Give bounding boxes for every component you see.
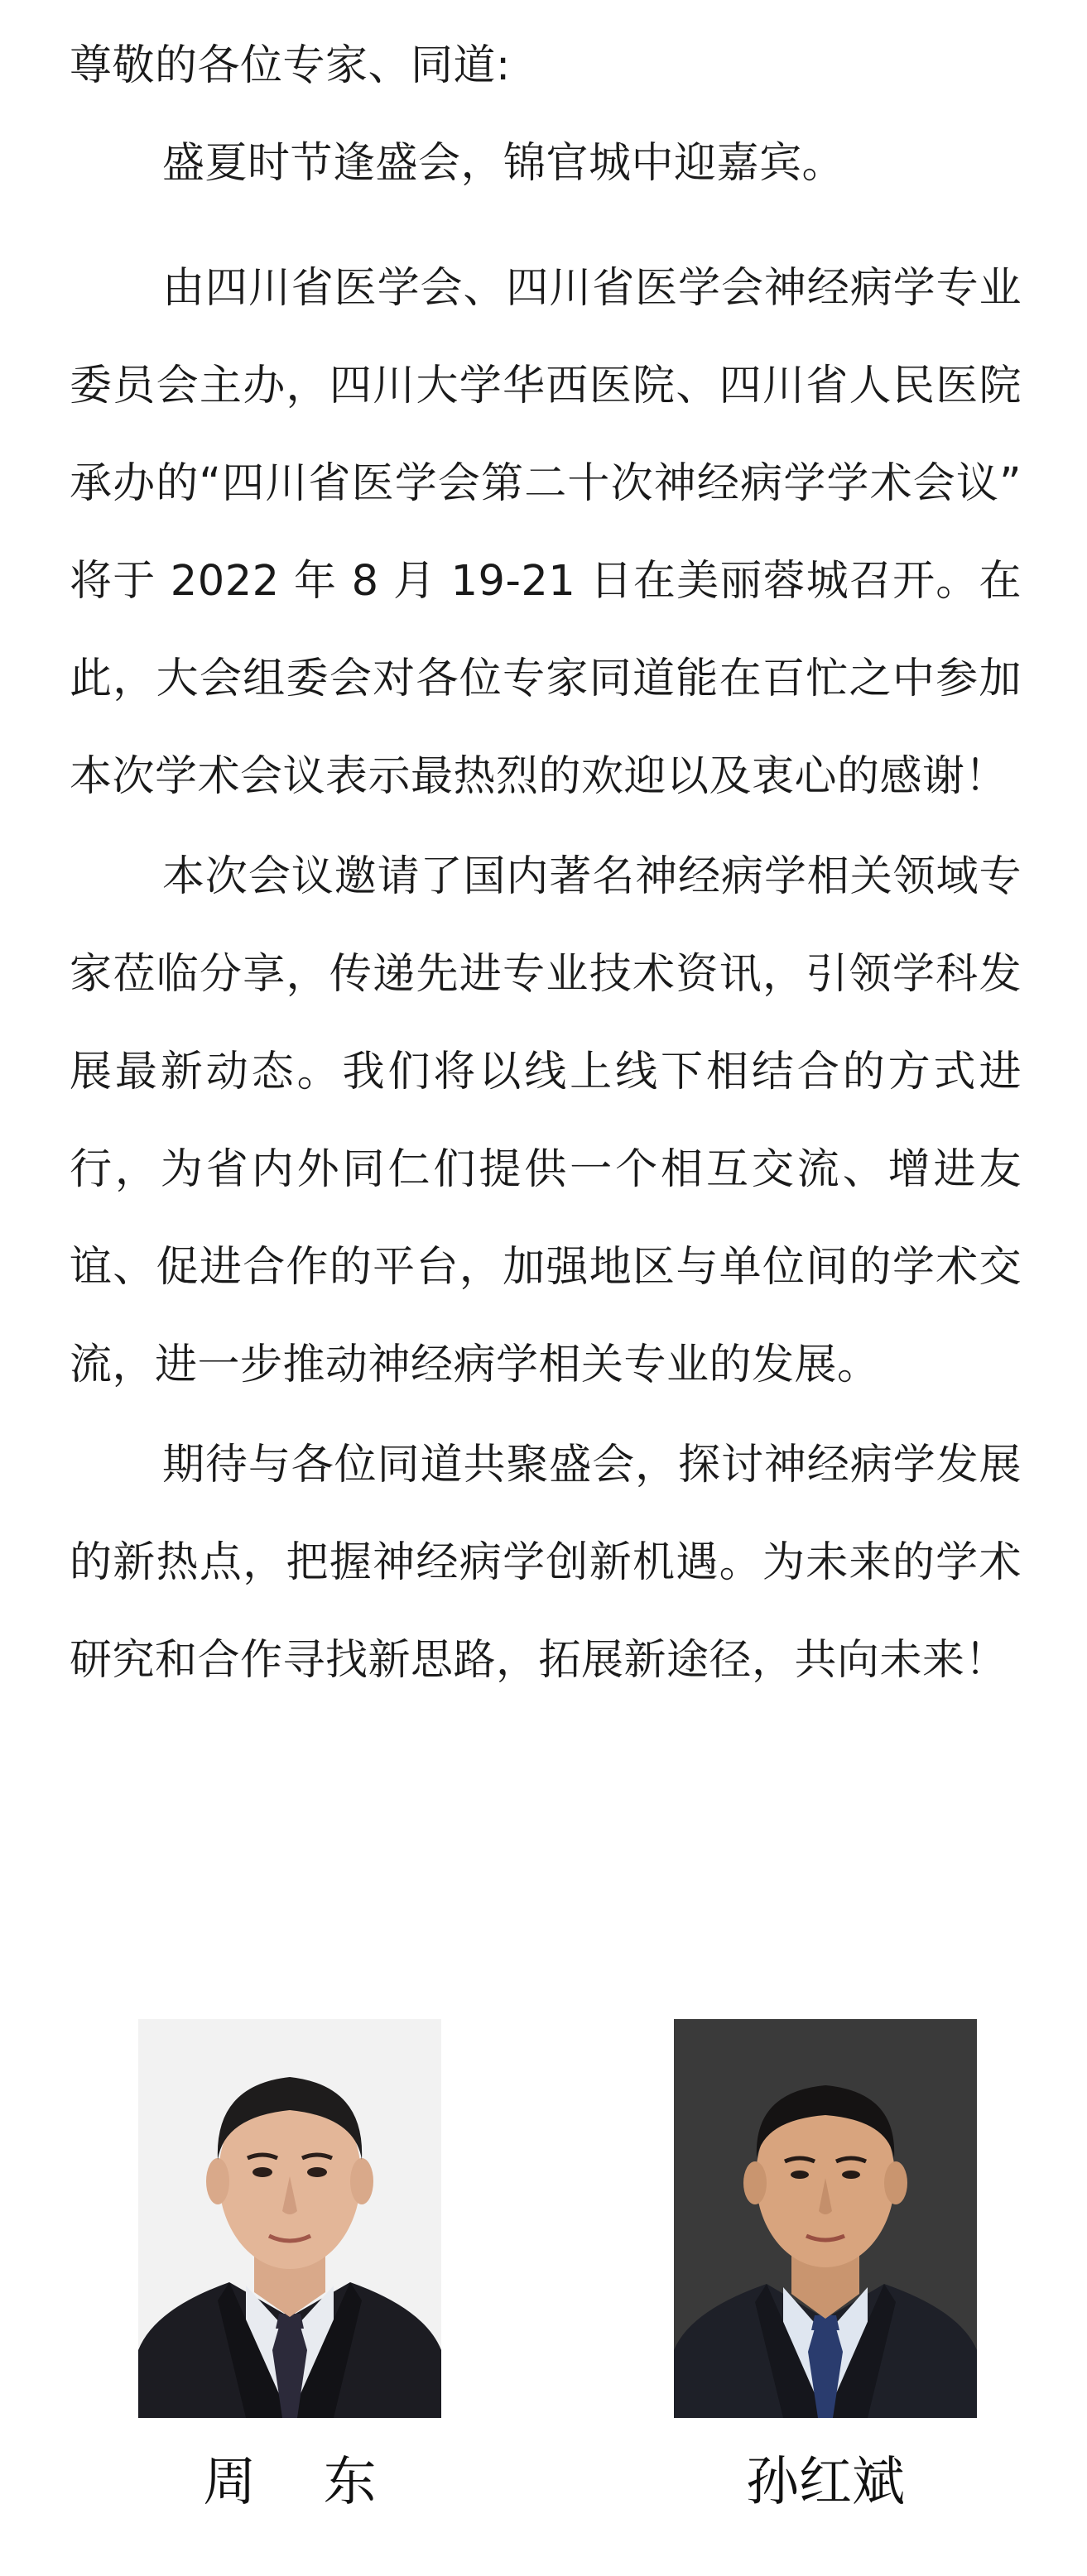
signatory-name: 孙红斌 <box>746 2452 905 2513</box>
paragraph-closing: 期待与各位同道共聚盛会，探讨神经病学发展的新热点，把握神经病学创新机遇。为未来的学术研究和合作寻找新思路，拓展新途径，共向未来！ <box>70 1441 1022 1685</box>
paragraph-conference-content: 本次会议邀请了国内著名神经病学相关领域专家莅临分享，传递先进专业技术资讯，引领学科发展最新动态。我们将以线上线下相结合的方式进行，为省内外同仁们提供一个相互交流、增进友谊、促进合作的平台，加强地区与单位间的学术交流，进一步推动神经病学相关专业的发展。 <box>70 852 1022 1389</box>
portrait-photo-sun-hongbin <box>674 2019 977 2418</box>
letter-body <box>70 41 1022 1710</box>
paragraph-conference-announcement: 由四川省医学会、四川省医学会神经病学专业委员会主办，四川大学华西医院、四川省人民医院承办的“四川省医学会第二十次神经病学学术会议” 将于 2022 年 8 月 19-21 日在美丽蓉城召开。在此，大会组委会对各位专家同道能在百忙之中参加本次学术会议表示最热烈的欢迎以及衷心的感谢！ <box>70 264 1022 801</box>
paragraph-greeting: 盛夏时节逢盛会，锦官城中迎嘉宾。 <box>162 139 845 188</box>
salutation: 尊敬的各位专家、同道: <box>70 41 511 90</box>
signatory-name: 周 东 <box>203 2452 377 2513</box>
portrait-photo-zhou-dong <box>138 2019 441 2418</box>
